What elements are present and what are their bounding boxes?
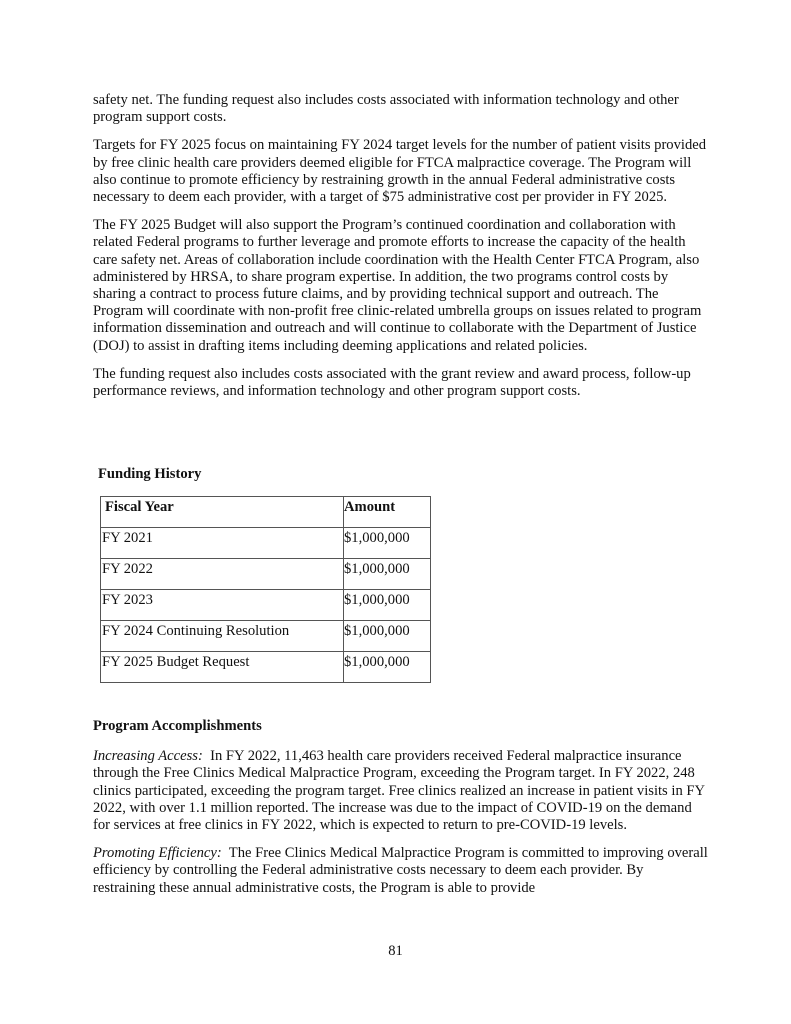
fiscal-year-cell: FY 2022 [101, 559, 344, 590]
body-text [93, 92, 708, 411]
table-row [101, 528, 431, 559]
column-header-fiscal-year: Fiscal Year [101, 497, 344, 528]
amount-cell: $1,000,000 [344, 652, 431, 683]
amount-cell: $1,000,000 [344, 590, 431, 621]
amount-cell: $1,000,000 [344, 559, 431, 590]
funding-history-table [100, 496, 431, 683]
page-number: 81 [388, 943, 403, 959]
promoting-efficiency-label: Promoting Efficiency: [93, 845, 222, 862]
increasing-access-label: Increasing Access: [93, 748, 203, 765]
paragraph-coordination: The FY 2025 Budget will also support the Program’s continued coordination and collaboration with related Federal programs to further leverage and promote efforts to increase the capacity of the health care safety net. Areas of collaboration include coordination with the Health Center FTCA Program, also administered by HRSA, to share program expertise. In addition, the two programs control costs by sharing a contract to process future claims, and by providing technical support and outreach. The Program will coordinate with non-profit free clinic-related umbrella groups on issues related to program information dissemination and outreach and will continue to collaborate with the Department of Justice (DOJ) to assist in drafting items including deeming applications and related policies. [93, 217, 702, 354]
program-accomplishments-heading: Program Accomplishments [93, 718, 262, 734]
paragraph-promoting-efficiency [93, 845, 708, 897]
table-row [101, 621, 431, 652]
fiscal-year-cell: FY 2023 [101, 590, 344, 621]
fiscal-year-cell: FY 2021 [101, 528, 344, 559]
table-header-row [101, 497, 431, 528]
paragraph-funding-request: The funding request also includes costs associated with the grant review and award process, follow-up performance reviews, and information technology and other program support costs. [93, 365, 691, 400]
amount-cell: $1,000,000 [344, 621, 431, 652]
fiscal-year-cell: FY 2024 Continuing Resolution [101, 621, 344, 652]
fiscal-year-cell: FY 2025 Budget Request [101, 652, 344, 683]
paragraph-safety-net: safety net. The funding request also includes costs associated with information technology and other program support costs. [93, 92, 679, 126]
table-row [101, 590, 431, 621]
increasing-access-text: In FY 2022, 11,463 health care providers received Federal malpractice insurance through the Free Clinics Medical Malpractice Program, exceeding the Program target. In FY 2022, 248 clinics participated, exceeding the program target. Free clinics realized an increase in patient visits in FY 2022, with over 1.1 million reported. The increase was due to the impact of COVID-19 on the demand for services at free clinics in FY 2022, which is expected to return to pre-COVID-19 levels. [93, 748, 705, 834]
table-row [101, 652, 431, 683]
table-row [101, 559, 431, 590]
column-header-amount: Amount [344, 497, 431, 528]
paragraph-increasing-access [93, 748, 708, 834]
paragraph-fy2025-targets: Targets for FY 2025 focus on maintaining FY 2024 target levels for the number of patient visits provided by free clinic health care providers deemed eligible for FTCA malpractice coverage. The Program will also continue to promote efficiency by restraining growth in the annual Federal administrative costs necessary to deem each provider, with a target of $75 administrative cost per provider in FY 2025. [93, 137, 707, 206]
promoting-efficiency-text: The Free Clinics Medical Malpractice Program is committed to improving overall efficiency by controlling the Federal administrative costs necessary to deem each provider. By restraining these annual administrative costs, the Program is able to provide [93, 845, 708, 896]
amount-cell: $1,000,000 [344, 528, 431, 559]
program-accomplishments-section [93, 718, 708, 908]
funding-history-heading: Funding History [98, 466, 202, 482]
